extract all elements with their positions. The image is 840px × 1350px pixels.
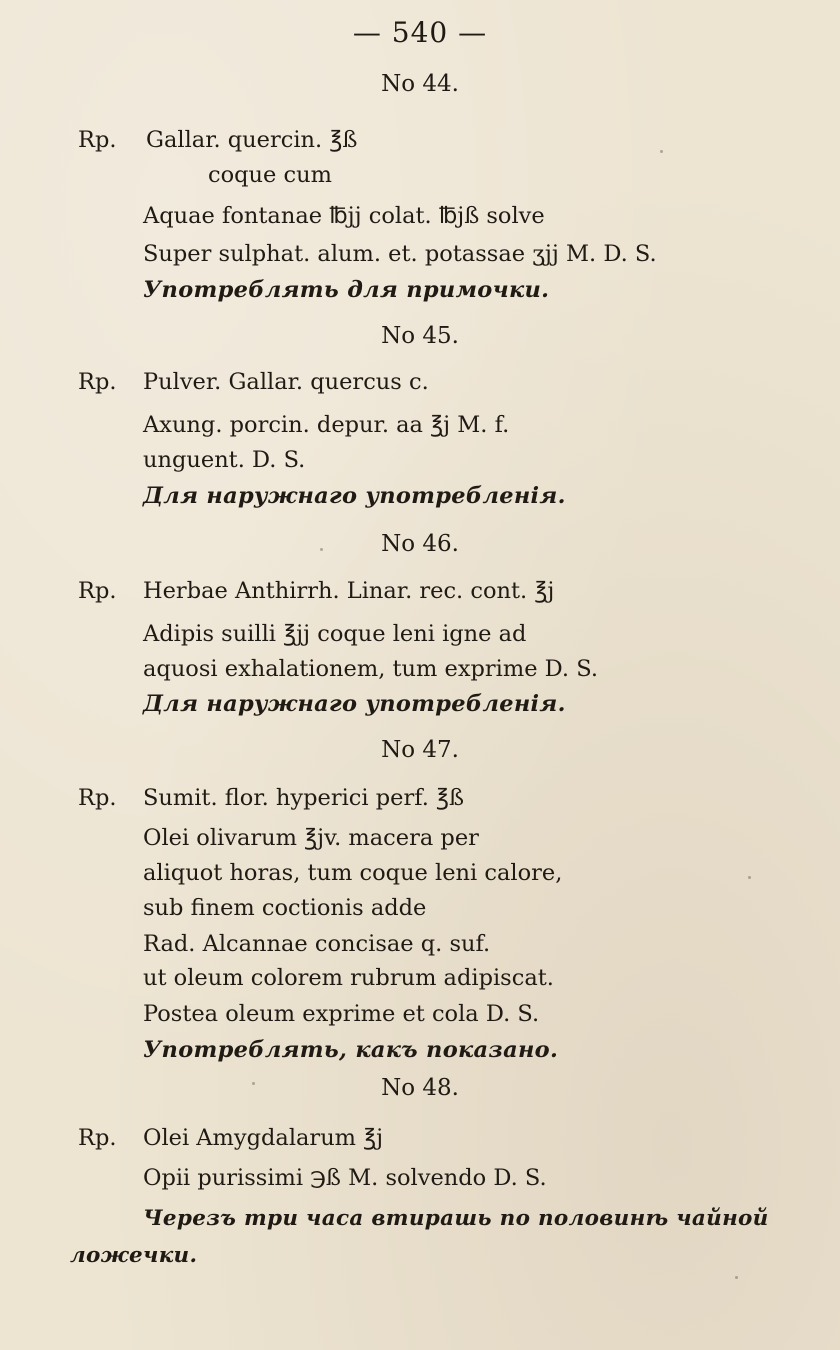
recipe-line: coque cum [208, 162, 332, 188]
paper-speck [660, 150, 663, 153]
recipe-line: unguent. D. S. [143, 447, 306, 473]
paper-speck [735, 1276, 738, 1279]
recipe-line: ut oleum colorem rubrum adipiscat. [143, 965, 554, 991]
recipe-line: Gallar. quercin. ℥ß [146, 127, 358, 153]
recipe-line: Для наружнаго употребленія. [143, 483, 566, 509]
recipe-line: Olei olivarum ℥jv. macera per [143, 825, 479, 851]
recipe-line: Olei Amygdalarum ℥j [143, 1125, 384, 1151]
rp-label: Rp. [78, 785, 117, 811]
recipe-heading: No 48. [381, 1075, 459, 1101]
recipe-line: Rad. Alcannae concisae q. suf. [143, 931, 491, 957]
rp-label: Rp. [78, 369, 117, 395]
recipe-line: Употреблять для примочки. [143, 277, 550, 303]
recipe-line: aliquot horas, tum coque leni calore, [143, 860, 563, 886]
paper-speck [748, 876, 751, 879]
recipe-line: Adipis suilli ℥jj coque leni igne ad [143, 621, 527, 647]
recipe-line: Opii purissimi ℈ß M. solvendo D. S. [143, 1165, 547, 1191]
recipe-line: Pulver. Gallar. quercus c. [143, 369, 429, 395]
recipe-line: Axung. porcin. depur. aa ℥j M. f. [143, 412, 510, 438]
recipe-heading: No 46. [381, 531, 459, 557]
recipe-heading: No 44. [381, 71, 459, 97]
recipe-line: sub finem coctionis adde [143, 895, 427, 921]
recipe-line: Aquae fontanae ℔jj colat. ℔jß solve [143, 203, 545, 229]
paper-speck [252, 1082, 255, 1085]
recipe-line: Sumit. flor. hyperici perf. ℥ß [143, 785, 465, 811]
recipe-line: Postea oleum exprime et cola D. S. [143, 1001, 540, 1027]
rp-label: Rp. [78, 127, 117, 153]
page-number: — 540 — [352, 16, 488, 49]
rp-label: Rp. [78, 1125, 117, 1151]
recipe-line: aquosi exhalationem, tum exprime D. S. [143, 656, 598, 682]
recipe-line: Super sulphat. alum. et. potassae ʒjj M. D. S. [143, 241, 657, 267]
recipe-heading: No 45. [381, 323, 459, 349]
rp-label: Rp. [78, 578, 117, 604]
recipe-heading: No 47. [381, 737, 459, 763]
recipe-line: Употреблять, какъ показано. [143, 1037, 559, 1063]
paper-speck [320, 548, 323, 551]
recipe-line: Herbae Anthirrh. Linar. rec. cont. ℥j [143, 578, 555, 604]
recipe-line: Для наружнаго употребленія. [143, 691, 566, 717]
recipe-line: ложечки. [70, 1243, 198, 1268]
recipe-line: Черезъ три часа втирашь по половинѣ чайной [143, 1206, 769, 1231]
